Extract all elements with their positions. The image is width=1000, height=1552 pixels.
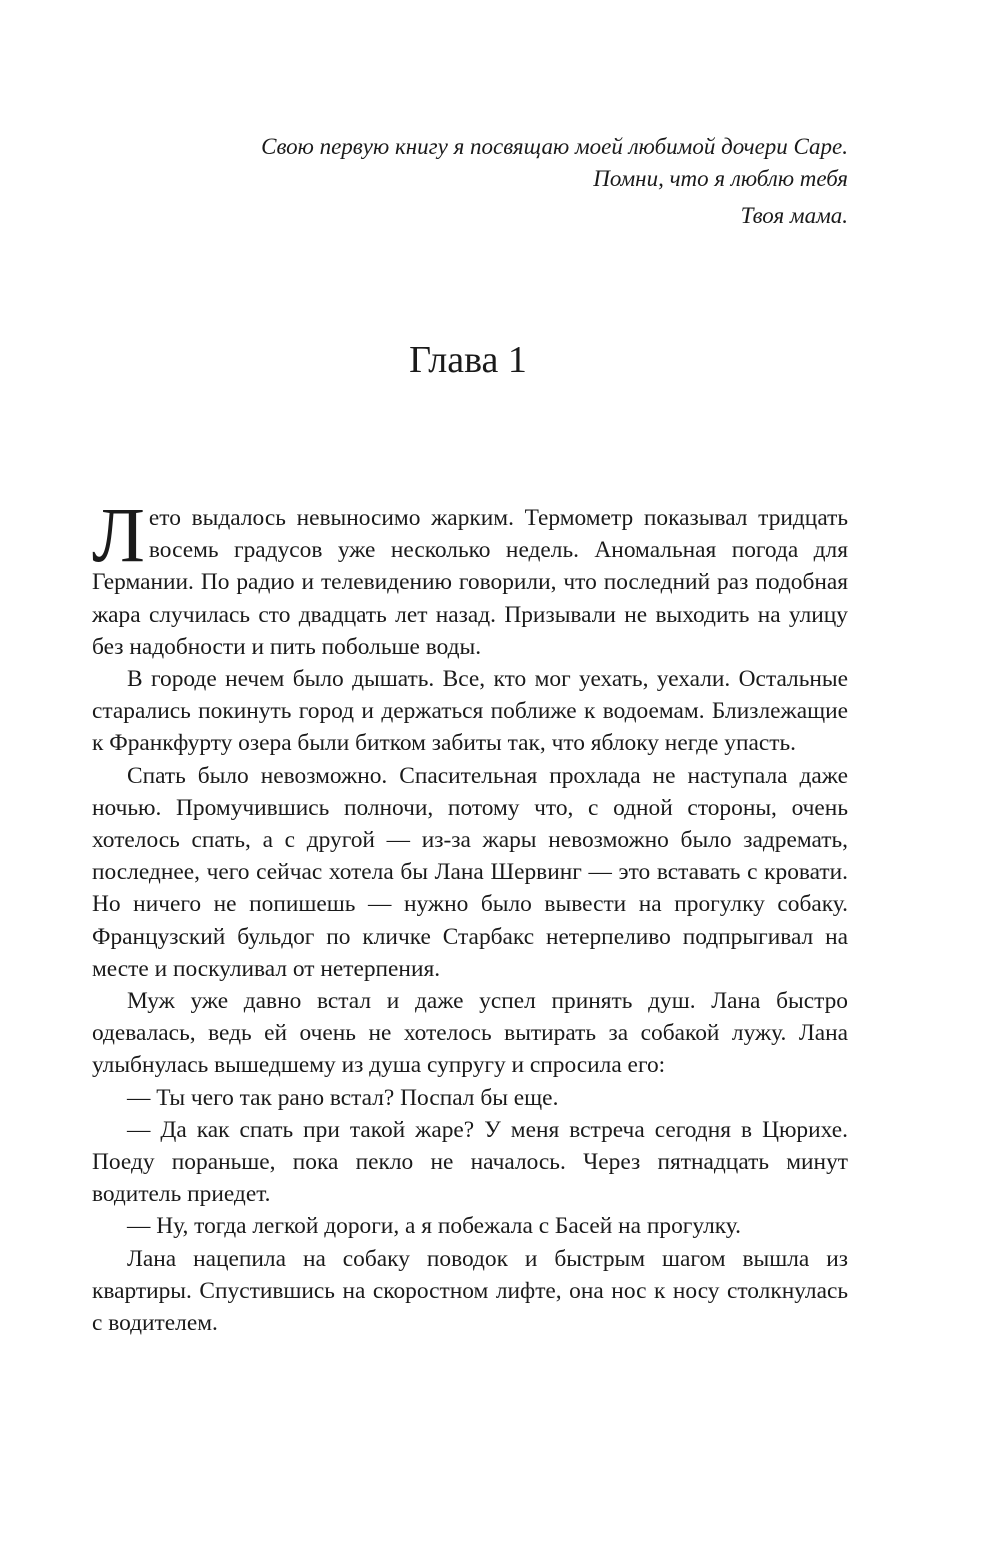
drop-cap: Л bbox=[92, 491, 145, 578]
dialogue-line: — Да как спать при такой жаре? У меня встреча сегодня в Цюрихе. Поеду пораньше, пока пекло не началось. Через пятнадцать минут водитель приедет. bbox=[92, 1116, 848, 1208]
paragraph: Спать было невозможно. Спасительная прохлада не наступала даже ночью. Промучившись полночи, потому что, с одной стороны, очень хотелось спать, а с другой — из-за жары невозможно было задремать, последнее, чего сейчас хотела бы Лана Шервинг — это вставать с кровати. Но ничего не попишешь — нужно было вывести на прогулку собаку. Французский бульдог по кличке Старбакс нетерпеливо подпрыгивал на месте и поскуливал от нетерпения. bbox=[92, 762, 848, 982]
chapter-body bbox=[92, 491, 848, 1339]
epigraph-line: Свою первую книгу я посвящаю моей любимой дочери Саре. bbox=[261, 134, 848, 159]
epigraph-signature: Твоя мама. bbox=[740, 203, 848, 228]
epigraph-line: Помни, что я люблю тебя bbox=[593, 166, 848, 191]
dialogue-line: — Ты чего так рано встал? Поспал бы еще. bbox=[127, 1084, 559, 1111]
paragraph: В городе нечем было дышать. Все, кто мог уехать, уехали. Остальные старались покинуть город и держаться поближе к водоемам. Близлежащие к Франкфурту озера были битком забиты так, что яблоку негде упасть. bbox=[92, 666, 848, 757]
dialogue-line: — Ну, тогда легкой дороги, а я побежала с Басей на прогулку. bbox=[127, 1213, 741, 1240]
chapter-title: Глава 1 bbox=[409, 339, 527, 381]
epigraph bbox=[150, 131, 848, 232]
paragraph: Лана нацепила на собаку поводок и быстрым шагом вышла из квартиры. Спустившись на скоростном лифте, она нос к носу столкнулась с водителем. bbox=[92, 1245, 848, 1337]
paragraph-text: ето выдалось невыносимо жарким. Термометр показывал тридцать восемь градусов уже несколько недель. Аномальная погода для Германии. По радио и телевидению говорили, что последний раз подобная жара случилась сто двадцать лет назад. Призывали не выходить на улицу без надобности и пить побольше воды. bbox=[92, 505, 848, 660]
paragraph: Муж уже давно встал и даже успел принять душ. Лана быстро одевалась, ведь ей очень не хотелось вытирать за собакой лужу. Лана улыбнулась вышедшему из душа супругу и спросила его: bbox=[92, 988, 848, 1079]
paragraph bbox=[92, 491, 848, 663]
